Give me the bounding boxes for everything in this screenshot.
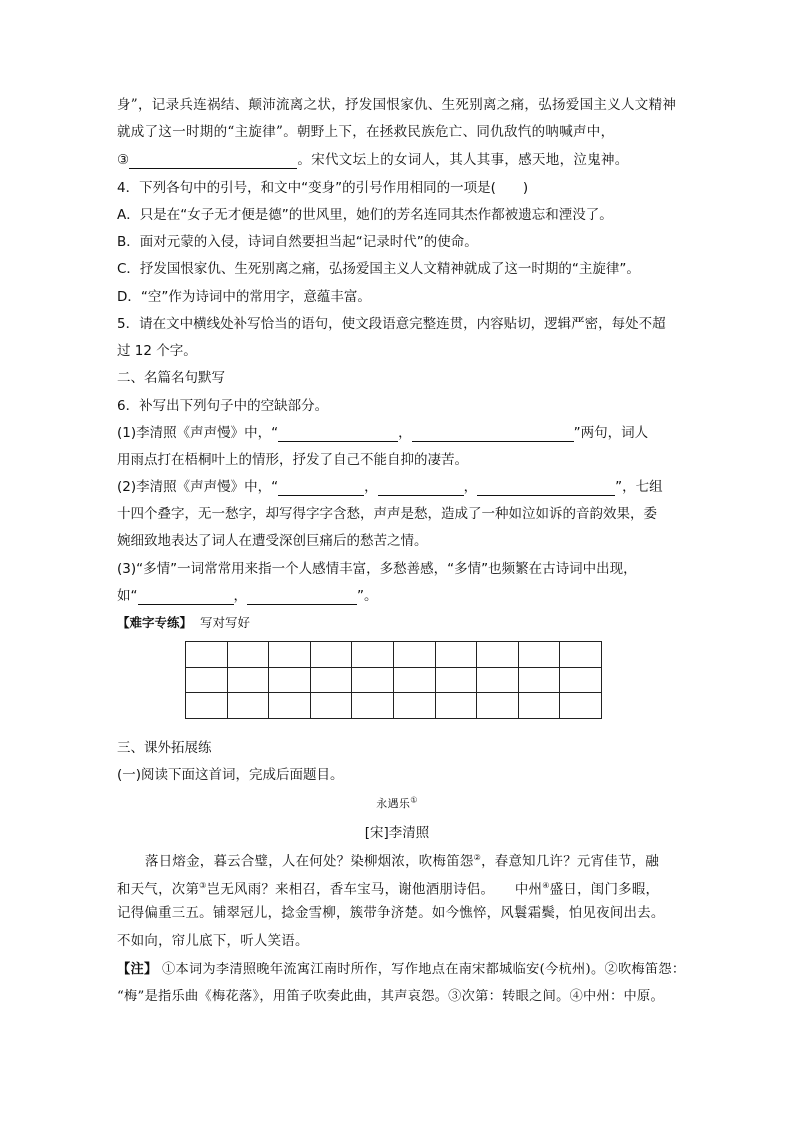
grid-cell[interactable] xyxy=(560,642,602,668)
q4-option-b[interactable]: B．面对元蒙的入侵，诗词自然要担当起“记录时代”的使命。 xyxy=(117,234,478,250)
grid-cell[interactable] xyxy=(310,667,352,693)
poem-line-3: 记得偏重三五。铺翠冠儿，捻金雪柳，簇带争济楚。如今憔悴，风鬟霜鬓，怕见夜间出去。 xyxy=(117,906,665,921)
q6-1-line-2: 用雨点打在梧桐叶上的情形，抒发了自己不能自抑的凄苦。 xyxy=(117,452,468,468)
poem-line-1b: ，春意知几许？元宵佳节，融 xyxy=(481,854,660,870)
grid-cell[interactable] xyxy=(393,667,435,693)
grid-cell[interactable] xyxy=(393,642,435,668)
intro-line-3 xyxy=(117,151,629,169)
grid-cell[interactable] xyxy=(435,642,477,668)
q4-option-a[interactable]: A．只是在“女子无才便是德”的世风里，她们的芳名连同其杰作都被遗忘和湮没了。 xyxy=(117,207,613,223)
q6-3-suffix: ”。 xyxy=(357,588,378,604)
poem-title-note: ① xyxy=(410,795,418,805)
intro-line-1: 身”，记录兵连祸结、颠沛流离之状，抒发国恨家仇、生死别离之痛，弘扬爱国主义人文精神 xyxy=(117,97,677,113)
poem-note-2: ② xyxy=(473,853,482,862)
q6-2-line-1 xyxy=(117,478,663,496)
q6-2-prefix: (2)李清照《声声慢》中，“ xyxy=(117,479,279,495)
poem-title-text: 永遇乐 xyxy=(376,797,411,810)
intro-line-3-text: 。宋代文坛上的女词人，其人其事，感天地，泣鬼神。 xyxy=(297,152,629,168)
q6-1-blank-b[interactable] xyxy=(412,427,574,442)
q4-option-d[interactable]: D．“空”作为诗词中的常用字，意蕴丰富。 xyxy=(117,289,371,305)
poem-line-2b: 岂无风雨？来相召，香车宝马，谢他酒朋诗侣。 中州 xyxy=(206,882,543,898)
q6-2-comma-2: ， xyxy=(463,479,478,495)
grid-cell[interactable] xyxy=(560,693,602,719)
grid-cell[interactable] xyxy=(227,667,269,693)
q6-1-suffix: ”两句，词人 xyxy=(573,425,649,441)
q6-2-blank-a[interactable] xyxy=(278,481,364,496)
grid-row xyxy=(186,667,602,693)
grid-cell[interactable] xyxy=(518,667,560,693)
grid-cell[interactable] xyxy=(310,642,352,668)
blank-marker-3: ③ xyxy=(117,152,130,168)
poem-line-2c: 盛日，闺门多暇， xyxy=(549,882,660,898)
poem-author: [宋]李清照 xyxy=(364,825,430,841)
q6-3-line-1: (3)“多情”一词常常用来指一个人感情丰富，多愁善感，“多情”也频繁在古诗词中出现， xyxy=(117,561,637,577)
practice-header xyxy=(117,614,250,632)
q6-3-prefix: 如“ xyxy=(117,588,138,604)
grid-cell[interactable] xyxy=(560,667,602,693)
grid-cell[interactable] xyxy=(227,642,269,668)
poem-line-2 xyxy=(117,877,659,899)
grid-cell[interactable] xyxy=(227,693,269,719)
q6-3-blank-a[interactable] xyxy=(138,590,234,605)
grid-cell[interactable] xyxy=(269,693,311,719)
poem-line-1 xyxy=(145,849,659,871)
q6-1-prefix: (1)李清照《声声慢》中，“ xyxy=(117,425,279,441)
fill-blank-3[interactable] xyxy=(129,154,297,169)
grid-row xyxy=(186,693,602,719)
section-3-title: 三、课外拓展练 xyxy=(117,740,212,756)
q6-2-line-3: 婉细致地表达了词人在遭受深创巨痛后的愁苦之情。 xyxy=(117,533,428,549)
grid-cell[interactable] xyxy=(393,693,435,719)
grid-cell[interactable] xyxy=(269,642,311,668)
poem-note-4: ④ xyxy=(542,881,550,890)
grid-cell[interactable] xyxy=(186,693,228,719)
practice-title: 写对写好 xyxy=(199,615,250,630)
grid-cell[interactable] xyxy=(477,693,519,719)
grid-row xyxy=(186,642,602,668)
q6-stem: 6．补写出下列句子中的空缺部分。 xyxy=(117,398,329,414)
intro-line-2: 就成了这一时期的“主旋律”。朝野上下，在拯救民族危亡、同仇敌忾的呐喊声中， xyxy=(117,124,615,140)
grid-cell[interactable] xyxy=(269,667,311,693)
poem-line-4: 不如向，帘儿底下，听人笑语。 xyxy=(117,934,309,949)
poem-line-2a: 和天气，次第 xyxy=(117,882,200,898)
practice-label: 【难字专练】 xyxy=(117,615,193,630)
grid-cell[interactable] xyxy=(435,693,477,719)
q6-2-blank-c[interactable] xyxy=(477,481,615,496)
q4-option-c[interactable]: C．抒发国恨家仇、生死别离之痛，弘扬爱国主义人文精神就成了这一时期的“主旋律”。 xyxy=(117,261,640,277)
section-3-sub: (一)阅读下面这首词，完成后面题目。 xyxy=(117,767,344,783)
grid-cell[interactable] xyxy=(352,667,394,693)
q6-3-line-2 xyxy=(117,587,378,605)
grid-cell[interactable] xyxy=(352,642,394,668)
writing-grid xyxy=(185,641,602,719)
q6-3-comma: ， xyxy=(233,588,247,604)
section-2-title: 二、名篇名句默写 xyxy=(117,370,225,386)
grid-cell[interactable] xyxy=(186,667,228,693)
notes-line-2: “梅”是指乐曲《梅花落》，用笛子吹奏此曲，其声哀怨。③次第：转眼之间。④中州：中原。 xyxy=(117,989,664,1004)
q6-1-line-1 xyxy=(117,424,648,442)
notes-line-1 xyxy=(117,961,685,979)
grid-cell[interactable] xyxy=(518,642,560,668)
q5-line-1: 5．请在文中横线处补写恰当的语句，使文段语意完整连贯，内容贴切，逻辑严密，每处不超 xyxy=(117,316,666,332)
notes-line-1-text: ①本词为李清照晚年流寓江南时所作，写作地点在南宋都城临安(今杭州)。②吹梅笛怨： xyxy=(161,962,686,977)
q6-2-suffix: ”，七组 xyxy=(615,479,663,495)
grid-cell[interactable] xyxy=(186,642,228,668)
q6-2-line-2: 十四个叠字，无一愁字，却写得字字含愁，声声是愁，造成了一种如泣如诉的音韵效果，委 xyxy=(117,506,657,522)
q6-2-comma-1: ， xyxy=(364,479,378,495)
poem-note-3: ③ xyxy=(199,881,207,890)
grid-cell[interactable] xyxy=(435,667,477,693)
poem-line-1a: 落日熔金，暮云合璧，人在何处？染柳烟浓，吹梅笛怨 xyxy=(145,854,474,870)
q6-2-blank-b[interactable] xyxy=(378,481,464,496)
grid-cell[interactable] xyxy=(310,693,352,719)
q6-3-blank-b[interactable] xyxy=(247,590,357,605)
notes-label: 【注】 xyxy=(117,962,158,977)
grid-cell[interactable] xyxy=(352,693,394,719)
grid-cell[interactable] xyxy=(518,693,560,719)
q6-1-blank-a[interactable] xyxy=(278,427,398,442)
q4-stem: 4．下列各句中的引号，和文中“变身”的引号作用相同的一项是( ) xyxy=(117,180,529,196)
q6-1-comma: ， xyxy=(398,425,412,441)
q5-line-2: 过 12 个字。 xyxy=(117,343,197,359)
grid-cell[interactable] xyxy=(477,642,519,668)
grid-cell[interactable] xyxy=(477,667,519,693)
poem-title xyxy=(0,795,794,811)
